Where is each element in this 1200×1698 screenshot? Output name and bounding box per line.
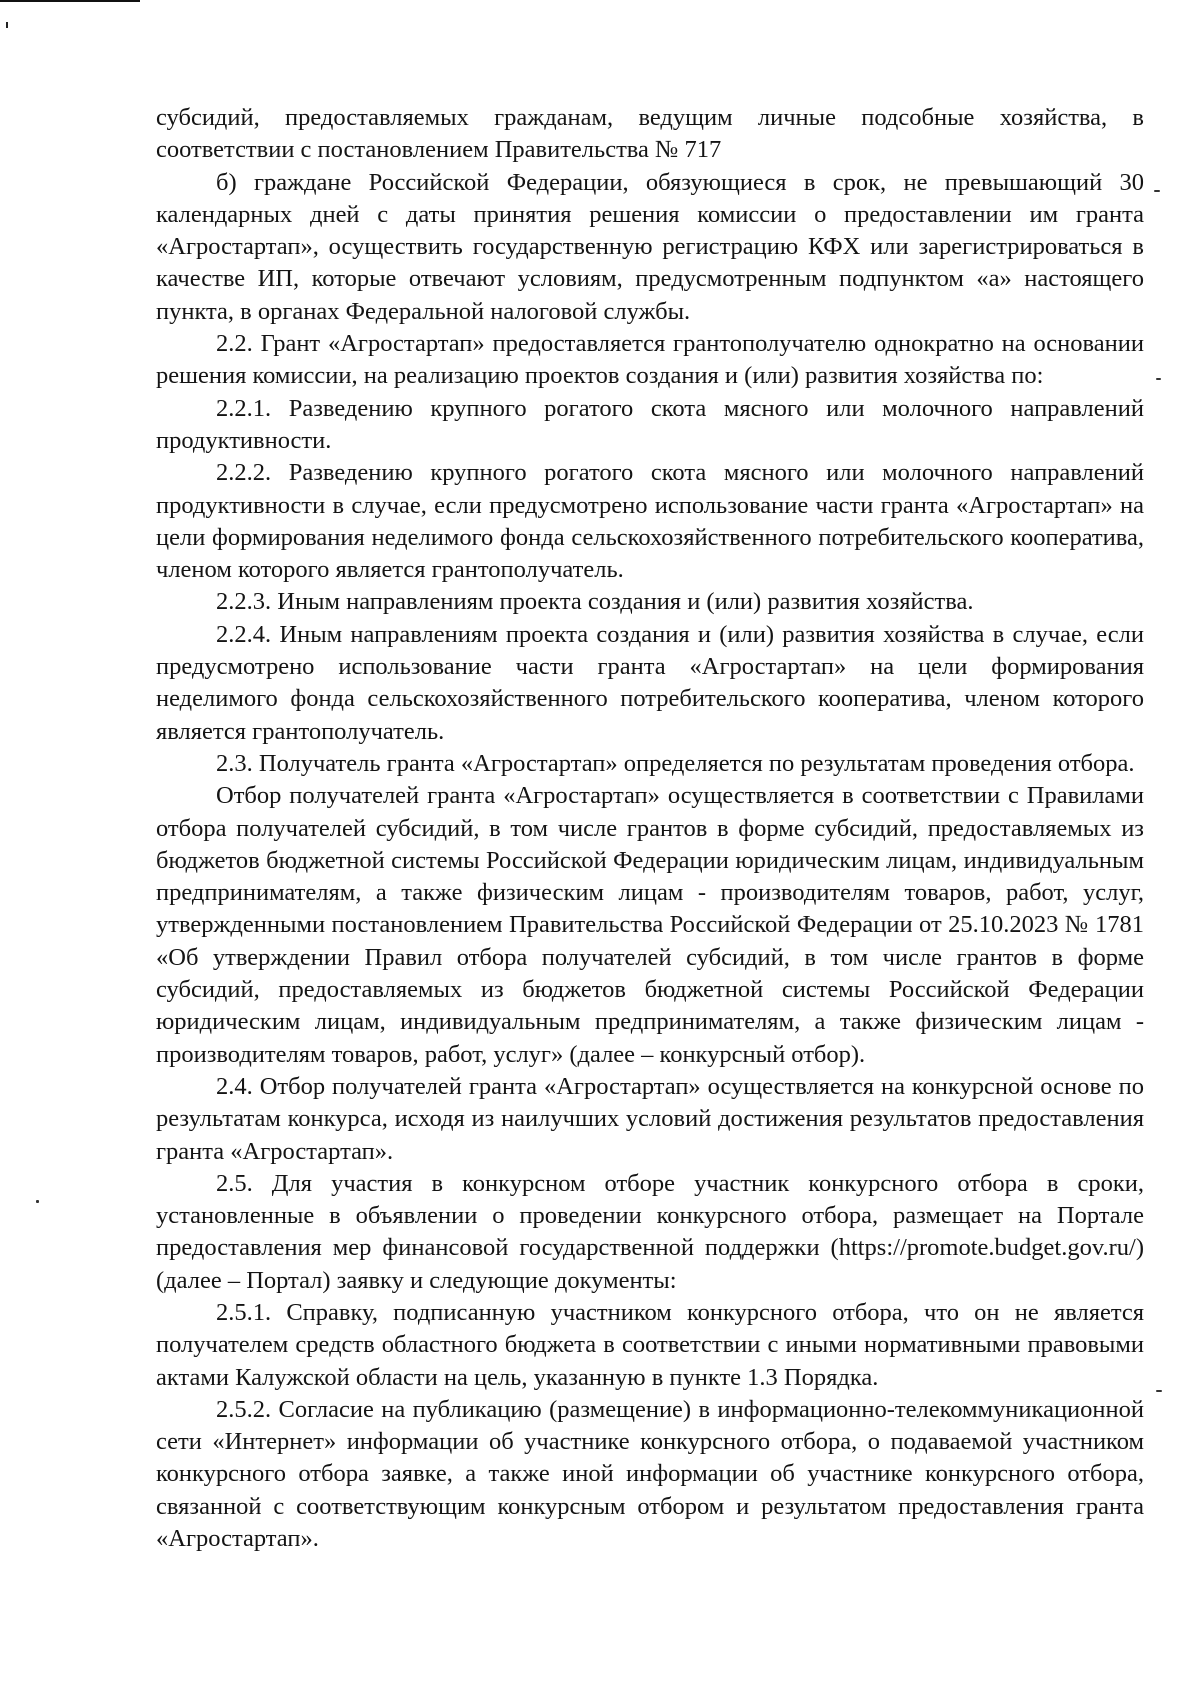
- scan-speck: [1156, 1390, 1162, 1392]
- scan-speck: [1156, 378, 1161, 380]
- paragraph-selection-rules: Отбор получателей гранта «Агростартап» осуществляется в соответствии с Правилами отбора получателей субсидий, в том числе грантов в форме субсидий, предоставляемых из бюджетов бюджетной системы Российской Федерации юридическим лицам, индивидуальным предпринимателям, а также физическим лицам - производителям товаров, работ, услуг, утвержденными постановлением Правительства Российской Федерации от 25.10.2023 № 1781 «Об утверждении Правил отбора получателей субсидий, в том числе грантов в форме субсидий, предоставляемых из бюджетов бюджетной системы Российской Федерации юридическим лицам, индивидуальным предпринимателям, а также физическим лицам - производителям товаров, работ, услуг» (далее – конкурсный отбор).: [156, 782, 1144, 1068]
- paragraph-continuation: субсидий, предоставляемых гражданам, ведущим личные подсобные хозяйства, в соответствии с постановлением Правительства № 717: [156, 104, 1144, 164]
- scan-tick-mark: [6, 22, 8, 28]
- paragraph-2-2: 2.2. Грант «Агростартап» предоставляется грантополучателю однократно на основании решения комиссии, на реализацию проектов создания и (или) развития хозяйства по:: [156, 330, 1144, 390]
- scan-speck: [36, 1200, 39, 1203]
- document-page: [156, 102, 1144, 1555]
- paragraph-subclause-b: б) граждане Российской Федерации, обязующиеся в срок, не превышающий 30 календарных дней с даты принятия решения комиссии о предоставлении им гранта «Агростартап», осуществить государственную регистрацию КФХ или зарегистрироваться в качестве ИП, которые отвечают условиям, предусмотренным подпунктом «а» настоящего пункта, в органах Федеральной налоговой службы.: [156, 168, 1144, 325]
- paragraph-2-2-1: 2.2.1. Разведению крупного рогатого скота мясного или молочного направлений продуктивности.: [156, 394, 1144, 454]
- scan-edge-mark: [0, 0, 140, 2]
- paragraph-2-2-4: 2.2.4. Иным направлениям проекта создания и (или) развития хозяйства в случае, если предусмотрено использование части гранта «Агростартап» на цели формирования неделимого фонда сельскохозяйственного потребительского кооператива, членом которого является грантополучатель.: [156, 620, 1144, 745]
- paragraph-2-2-2: 2.2.2. Разведению крупного рогатого скота мясного или молочного направлений продуктивности в случае, если предусмотрено использование части гранта «Агростартап» на цели формирования неделимого фонда сельскохозяйственного потребительского кооператива, членом которого является грантополучатель.: [156, 459, 1144, 584]
- paragraph-2-5: 2.5. Для участия в конкурсном отборе участник конкурсного отбора в сроки, установленные в объявлении о проведении конкурсного отбора, размещает на Портале предоставления мер финансовой государственной поддержки (https://promote.budget.gov.ru/) (далее – Портал) заявку и следующие документы:: [156, 1169, 1144, 1294]
- paragraph-2-5-1: 2.5.1. Справку, подписанную участником конкурсного отбора, что он не является получателем средств областного бюджета в соответствии с иными нормативными правовыми актами Калужской области на цель, указанную в пункте 1.3 Порядка.: [156, 1298, 1144, 1391]
- paragraph-2-5-2: 2.5.2. Согласие на публикацию (размещение) в информационно-телекоммуникационной сети «Интернет» информации об участнике конкурсного отбора, о подаваемой участником конкурсного отбора заявке, а также иной информации об участнике конкурсного отбора, связанной с соответствующим конкурсным отбором и результатом предоставления гранта «Агростартап».: [156, 1395, 1144, 1553]
- paragraph-2-2-3: 2.2.3. Иным направлениям проекта создания и (или) развития хозяйства.: [216, 588, 974, 616]
- paragraph-2-4: 2.4. Отбор получателей гранта «Агростартап» осуществляется на конкурсной основе по результатам конкурса, исходя из наилучших условий достижения результатов предоставления гранта «Агростартап».: [156, 1072, 1144, 1165]
- scan-speck: [1154, 190, 1160, 192]
- paragraph-2-3: 2.3. Получатель гранта «Агростартап» определяется по результатам проведения отбора.: [216, 749, 1135, 777]
